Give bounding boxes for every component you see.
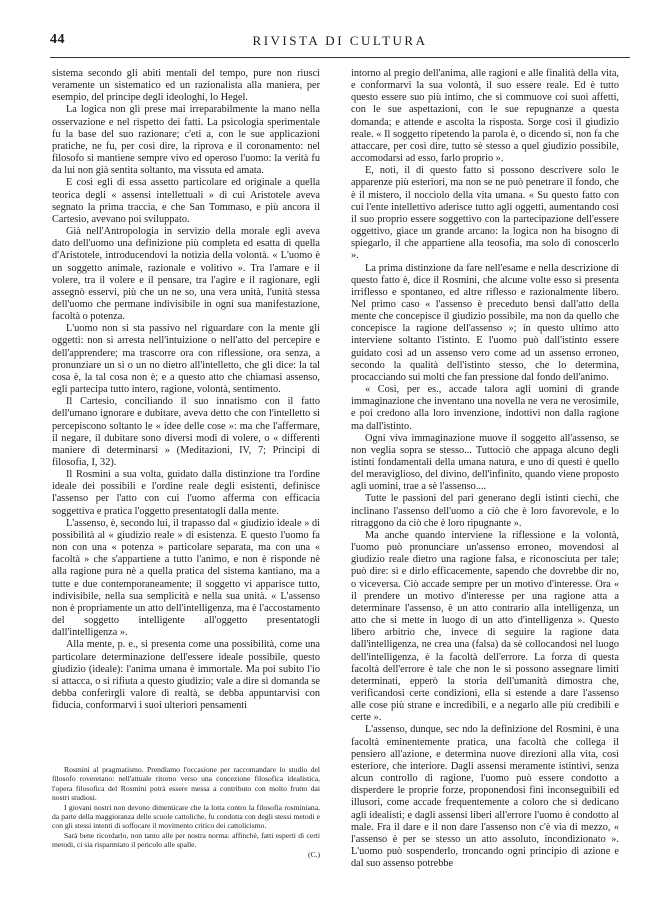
- paragraph: Ogni viva immaginazione muove il soggetto all'assenso, se non veglia sopra se stesso... Tuttociò che appaga alcuno degli istinti fondamentali della umana natura, e uno di questi è quello del meraviglioso, del divino, dell'infinito, quando viene proposto agli uomini, trae a sè l'assenso....: [351, 432, 619, 493]
- footnote: Sarà bene ricordarlo, non tanto alle per nostra norma: affinchè, fatti esperti di certi metodi, ci sia risparmiato il pericolo alle spalle.: [52, 830, 320, 850]
- paragraph: Alla mente, p. e., si presenta come una possibilità, come una particolare determinazione dell'essere ideale possibile, questo giudizio (ideale): l'anima umana è immortale. Ma poi subito l'io si attacca, o si rifiuta a questo giudizio; vale a dire si domanda se debba conferirgli valore di realtà, se debba appuntarvisi con fiducia, conformarvi i suoi ulteriori pensamenti: [52, 639, 320, 712]
- paragraph: L'uomo non si sta passivo nel riguardare con la mente gli oggetti: non si arresta nell'intuizione o nell'atto del percepire e dell'apprendere; ma trascorre ora con riflessione, ora senza, a pronunziare un sì o un no dietro all'intelletto, che gli dice: la tal cosa è, la tal cosa non è; e a questo atto che chiamasi assenso, egli partecipa tutto intero, ragione, volontà, sentimento.: [52, 323, 320, 396]
- paragraph: intorno al pregio dell'anima, alle ragioni e alle finalità della vita, e conformarvi la sua volontà, il suo essere reale. Ed è tutto questo essere suo più intimo, che si commuove coi suoi affetti, con le sue aspettazioni, con le sue repugnanze a questa domanda; e attende e ascolta la risposta. Sorge così il giudizio reale. « Il soggetto ripetendo la parola è, o dicendo sì, non fa che attaccare, per così dire, tutto sè stesso a quel giudizio possibile, accomodarsi ad esso, farlo proprio ».: [351, 68, 619, 165]
- left-column: [52, 68, 320, 712]
- running-title: RIVISTA DI CULTURA: [252, 33, 428, 48]
- paragraph: Il Cartesio, conciliando il suo innatismo con il fatto dell'umano ignorare e dubitare, aveva detto che con l'intelletto si percepiscono soltanto le « idee delle cose »: ma che l'affermare, il negare, il dubitare sono diversi modi di volere, o « differenti maniere di determinarsi » (Meditazioni, IV, 7; Principi di filosofia, I, 32).: [52, 396, 320, 468]
- header-rule: [50, 57, 630, 58]
- paragraph: La logica non gli prese mai irreparabilmente la mano nella osservazione e nel rispetto dei fatti. La psicologia sperimentale fu la base del suo razionare; c'eti a, con le sue applicazioni pratiche, ne fu, per così dire, la riprova e il coronamento: nel filosofo si mantiene sempre vivo ed operoso l'uomo: la verità fu da lui non già sentita soltanto, ma vissuta ed amata.: [52, 104, 320, 177]
- footnote-signature: (C.): [307, 849, 320, 859]
- paragraph: Già nell'Antropologia in servizio della morale egli aveva dato dell'uomo una definizione più completa ed esatta di quella d'Aristotele, introducendovi la notizia della volontà. « L'uomo è un soggetto animale, razionale e volitivo ». Tra l'amare e il volere, tra il volere e il pensare, tra l'agire e il ragionare, egli assegnò esservi, più che un ne so, una vera unità, l'unità stessa dell'uomo che permane indivisibile in ogni sua manifestazione, facoltà o potenza.: [52, 226, 320, 323]
- paragraph: L'assenso, dunque, sec ndo la definizione del Rosmini, è una facoltà eminentemente pratica, una facoltà che collega il pensiero all'azione, e determina nuove direzioni alla vita, così esteriore, che interiore. Dagli assensi meramente istintivi, senza alcun controllo di ragione, l'uomo può essere condotto a disperdere le proprie forze, proponendosi fini inconseguibili ed illusori, come accade frequentemente a coloro che si dedicano agli idealisti; e dagli assensi liberi all'errore l'uomo è condotto al male. Fra il dare e il non dare l'assenso non c'è via di mezzo, « l'assenso è per se stesso un atto assoluto, incondizionato ». L'uomo può sospenderlo, troncando ogni principio di azione e dal suo assenso potrebbe: [351, 724, 619, 870]
- paragraph: L'assenso, è, secondo lui, il trapasso dal « giudizio ideale » di possibilità al « giudizio reale » di esistenza. E questo l'uomo fa non con una « potenza » particolare separata, ma con una « facoltà » che s'appartiene a tutto l'animo, e non è risponde nè alla ragione pura nè a quella pratica del sistema kantiano, ma a tutte e due contemporaneamente; il soggetto vi apparisce tutto, indivisibile, nella sua semplicità e nella sua unità. « L'assenso non è propriamente un atto dell'intelligenza, ma è l'accostamento del soggetto intelligente all'oggetto presentatogli dall'intelligenza ».: [52, 517, 320, 639]
- paragraph: Tutte le passioni del pari generano degli istinti ciechi, che inclinano l'assenso dell'uomo a ciò che è loro favorevole, e lo ritraggono da ciò che è loro ripugnante ».: [351, 493, 619, 529]
- paragraph: Ma anche quando interviene la riflessione e la volontà, l'uomo può pronunciare un'assenso erroneo, movendosi al giudizio reale dietro una ragione falsa, e riconosciuta per tale; può dire: sì e dirlo efficacemente, sapendo che dovrebbe dir no, o viceversa. Ciò accade sempre per un motivo d'interesse. Ora « il prendere un motivo d'interesse per una ragione atta a determinare l'assenso, è un atto contrario alla intelligenza, un atto che si mette in luogo di un atto d'intelligenza ». Questo libero arbitrio che, invece di seguire la ragione data dall'intelligenza, ne crea una (falsa) da sè collocandosi nel luogo dell'intelligenza, è la facoltà dell'errore. La forza di questa facoltà dell'errore è tale che non le si possono assegnare limiti determinati, epperò la storia dell'umanità dimostra che, verificandosi certe condizioni, ella si estende a dare l'assenso alle cose più strane e incredibili, e a negarlo alle più credibili e certe ».: [351, 529, 619, 724]
- paragraph: E così egli di essa assetto particolare ed originale a quella teorica degli « assensi intellettuali » di cui Aristotele aveva segnato la prima traccia, e che San Tommaso, e più ancora il Cartesio, avevano poi sviluppato.: [52, 177, 320, 225]
- page-header: [50, 32, 630, 54]
- paragraph: E, noti, il di questo fatto si possono descrivere solo le apparenze più esteriori, ma non se ne può penetrare il fondo, che è il mistero, il nocciolo della vita umana. « Su questo fatto con cui l'ente intellettivo aderisce tutto agli oggetti, aumentando così il suo proprio essere soggettivo con la partecipazione dell'essere oggettivo, giace un grande arcano: la logica non ha bisogno di spiegarlo, il che appartiene alla teosofia, ma solo di conoscerlo ».: [351, 165, 619, 262]
- paragraph: Il Rosmini a sua volta, guidato dalla distinzione tra l'ordine ideale dei possibili e l'ordine reale degli esistenti, definisce l'assenso per l'atto con cui l'uomo afferma con efficacia soggettiva e pratica l'oggetto presentatogli dalla mente.: [52, 469, 320, 517]
- paragraph: « Così, per es., accade talora agli uomini di grande immaginazione che inventano una novella ne vera ne verosimile, e poi credono alla loro invenzione, indottivi non dalla ragione ma dall'istinto.: [351, 384, 619, 432]
- page-number: 44: [50, 32, 65, 47]
- footnote: Rosmini al pragmatismo. Prendiamo l'occasione per raccomandare lo studio del filosofo roveretano: nell'attuale ritorno verso una concezione filosofica idealistica, l'opera filosofica del Rosmini potrà essere messa a contributo con molto frutto dai nostri studiosi.: [52, 765, 320, 803]
- right-column: [351, 68, 619, 870]
- footnotes: [52, 765, 320, 859]
- paragraph: La prima distinzione da fare nell'esame e nella descrizione di questo fatto è, dice il Rosmini, che alcune volte esso si presenta irriflesso e spontaneo, ed altre riflesso e razionalmente libero. Nel primo caso « l'assenso è preceduto bensì dall'atto della mente che concepisce il giudizio possibile, ma non da quello che concepisce la ragione dell'assenso »; in questo ultimo atto interviene soltanto l'istinto. E l'uomo può dall'istinto essere guidato così ad un assenso vero come ad un assenso erroneo, secondo la qualità dell'istinto stesso, che lo determina, procacciando sui molti che fan pressione dal fondo dell'animo.: [351, 262, 619, 383]
- footnote: I giovani nostri non devono dimenticare che la lotta contro la filosofia rosminiana, da parte della maggioranza delle scuole cattoliche, fu condotta con degli stessi metodi e con gli stessi intenti di soffocare il movimento critico dei cattolicismo.: [52, 802, 320, 831]
- paragraph: sistema secondo gli abiti mentali del tempo, pure non riuscì veramente un sistematico ed un razionalista alla maniera, per esempio, del principe degli ideologhi, lo Hegel.: [52, 68, 320, 104]
